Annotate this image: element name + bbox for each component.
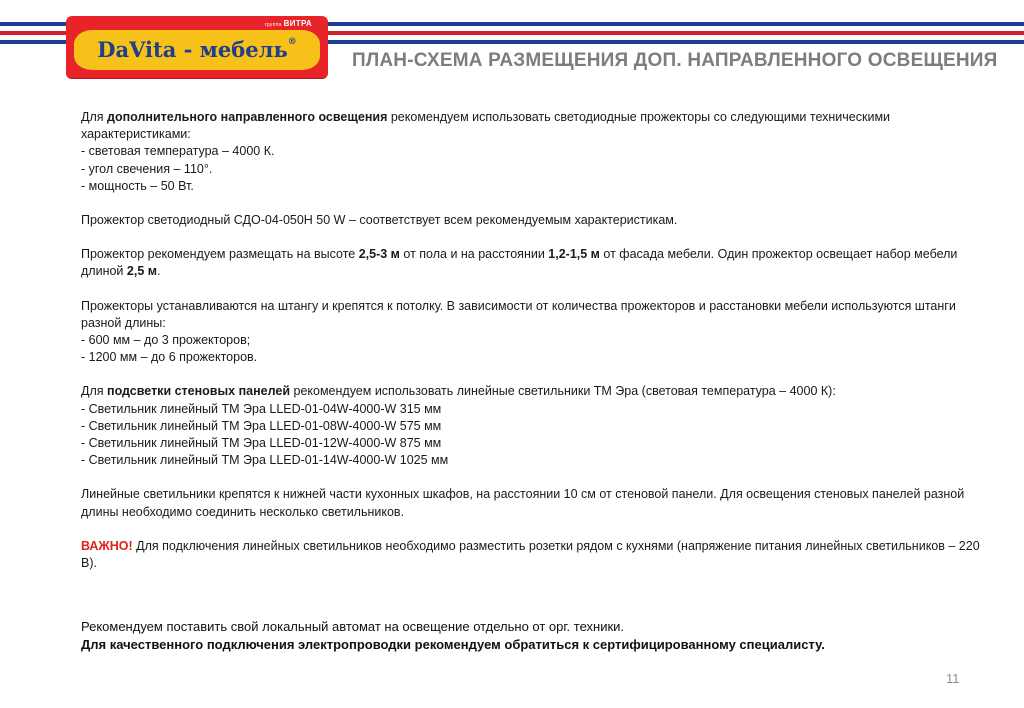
list-item: - Светильник линейный ТМ Эра LLED-01-08W-4000-W 575 мм — [81, 418, 442, 433]
list-item: - мощность – 50 Вт. — [81, 178, 194, 193]
logo-badge — [74, 30, 320, 70]
paragraph-wall-panels: Для подсветки стеновых панелей рекомендуем использовать линейные светильники ТМ Эра (световая температура – 4000 К): — [81, 384, 836, 399]
logo-text: DaVita - мебель® — [97, 37, 297, 62]
page-number: 11 — [946, 671, 960, 686]
note-specialist: Для качественного подключения электропроводки рекомендуем обратиться к сертифицированному специалисту. — [81, 637, 825, 652]
paragraph-placement: Прожектор рекомендуем размещать на высоте 2,5-3 м от пола и на расстоянии 1,2-1,5 м от фасада мебели. Один прожектор освещает набор мебели длиной 2,5 м. — [81, 247, 958, 279]
davita-logo — [66, 16, 328, 78]
main-content — [81, 109, 986, 572]
paragraph-spotlights: Для дополнительного направленного освещения рекомендуем использовать светодиодные прожекторы со следующими техническими характеристиками: — [81, 110, 891, 142]
header — [0, 0, 1024, 90]
footer-notes — [81, 618, 986, 654]
warning-label: ВАЖНО! — [81, 538, 133, 553]
page-title: ПЛАН-СХЕМА РАЗМЕЩЕНИЯ ДОП. НАПРАВЛЕННОГО ОСВЕЩЕНИЯ — [352, 50, 998, 71]
list-item: - 600 мм – до 3 прожекторов; — [81, 333, 251, 348]
list-item: - Светильник линейный ТМ Эра LLED-01-04W-4000-W 315 мм — [81, 401, 442, 416]
list-item: - Светильник линейный ТМ Эра LLED-01-12W-4000-W 875 мм — [81, 436, 442, 451]
list-item: - Светильник линейный ТМ Эра LLED-01-14W-4000-W 1025 мм — [81, 453, 449, 468]
note-breaker: Рекомендуем поставить свой локальный автомат на освещение отдельно от орг. техники. — [81, 619, 625, 634]
paragraph-linear-fixtures: Линейные светильники крепятся к нижней части кухонных шкафов, на расстоянии 10 см от стеновой панели. Для освещения стеновых панелей разной длины необходимо соединить несколько светильников. — [81, 487, 965, 519]
list-item: - угол свечения – 110°. — [81, 161, 213, 176]
vitra-brand: группа ВИТРА — [264, 19, 312, 28]
list-item: - световая температура – 4000 К. — [81, 144, 275, 159]
paragraph-spotlight-model: Прожектор светодиодный СДО-04-050Н 50 W – соответствует всем рекомендуемым характеристикам. — [81, 213, 678, 228]
list-item: - 1200 мм – до 6 прожекторов. — [81, 350, 258, 365]
paragraph-mounting: Прожекторы устанавливаются на штангу и крепятся к потолку. В зависимости от количества прожекторов и расстановки мебели используются штанги разной длины: — [81, 298, 956, 330]
paragraph-warning: ВАЖНО! Для подключения линейных светильников необходимо разместить розетки рядом с кухнями (напряжение питания линейных светильников – 220 В). — [81, 538, 980, 571]
